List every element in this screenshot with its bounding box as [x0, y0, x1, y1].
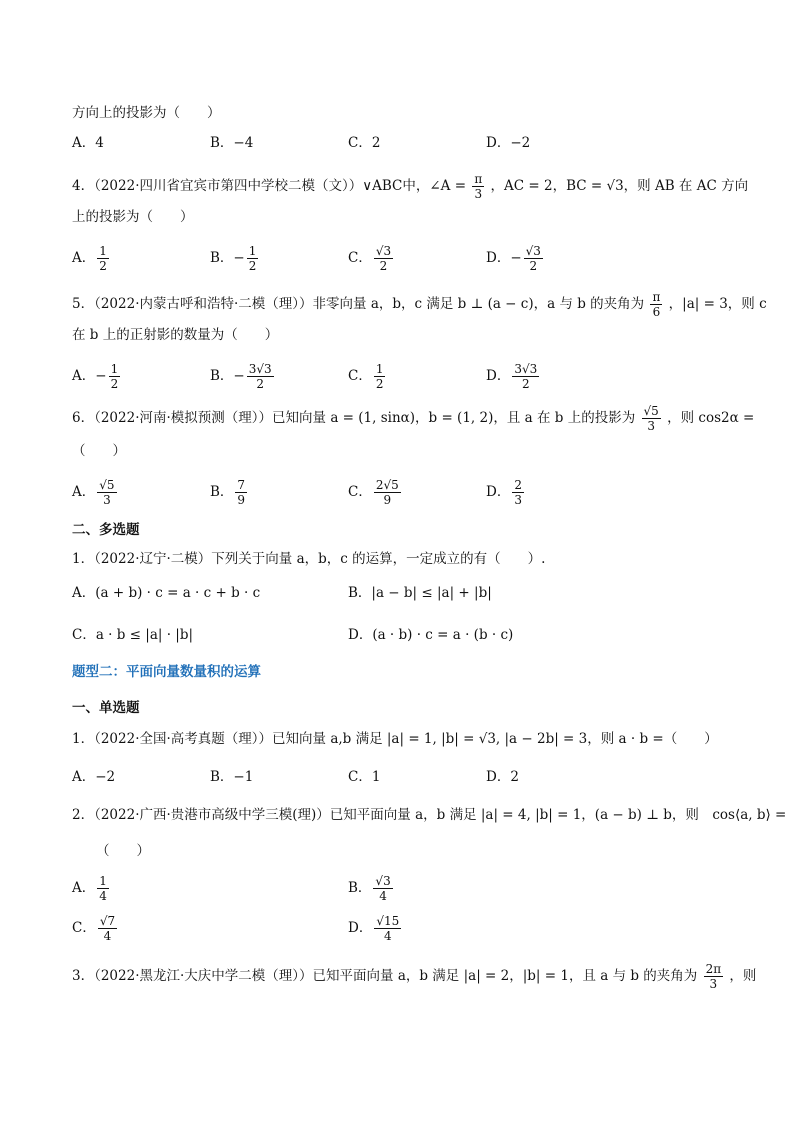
question-4: [72, 172, 748, 201]
option-c: C． $\frac{2√5}{9}$: [348, 478, 399, 507]
option-c: C．a · b ≤ |a| · |b|: [72, 627, 194, 643]
option-c: C．2: [348, 135, 381, 151]
option-a: A．−2: [72, 769, 116, 785]
multi-question-1: 1．（2022·辽宁·二模）下列关于向量 a，b，c 的运算，一定成立的有（ ）.: [72, 551, 546, 567]
option-b: B．− $\frac{1}{2}$: [210, 244, 257, 273]
text-line: （ ）: [72, 443, 126, 459]
option-d: D． $\frac{√15}{4}$: [348, 914, 400, 943]
option-a: A． $\frac{1}{2}$: [72, 244, 107, 273]
option-b: B．|a − b| ≤ |a| + |b|: [348, 585, 492, 601]
option-d: D． $\frac{3√3}{2}$: [486, 362, 538, 391]
question-6-text: 6．（2022·河南·模拟预测（理））已知向量 a = (1, sinα)，b = (1, 2)，且 a 在 b 上的投影为: [72, 410, 636, 426]
question-6: [72, 404, 754, 433]
text-line: （ ）: [96, 843, 150, 859]
text-line: 上的投影为（ ）: [72, 209, 194, 225]
section-heading: 一、单选题: [72, 700, 140, 716]
text-line: 方向上的投影为（ ）: [72, 105, 221, 121]
single-question-3-text-cont: ，则: [729, 968, 757, 984]
option-b: B． $\frac{7}{9}$: [210, 478, 246, 507]
option-b: B．−4: [210, 135, 254, 151]
question-5: [72, 290, 767, 319]
question-5-text: 5．（2022·内蒙古呼和浩特·二模（理））非零向量 a，b，c 满足 b ⊥ (a − c)，a 与 b 的夹角为: [72, 296, 645, 312]
option-b: B．−1: [210, 769, 254, 785]
option-a: A．− $\frac{1}{2}$: [72, 362, 119, 391]
option-d: D．2: [486, 769, 519, 785]
option-a: A．4: [72, 135, 104, 151]
option-d: D．−2: [486, 135, 531, 151]
option-b: B． $\frac{√3}{4}$: [348, 874, 391, 903]
section-heading: 二、多选题: [72, 522, 140, 538]
option-c: C． $\frac{1}{2}$: [348, 362, 384, 391]
fraction: $\frac{2\pi}{3}$: [705, 962, 722, 991]
option-a: A．(a + b) · c = a · c + b · c: [72, 585, 261, 601]
option-a: A． $\frac{√5}{3}$: [72, 478, 115, 507]
text-line: 在 b 上的正射影的数量为（ ）: [72, 327, 279, 343]
option-d: D．(a · b) · c = a · (b · c): [348, 627, 514, 643]
single-question-3-text: 3．（2022·黑龙江·大庆中学二模（理））已知平面向量 a，b 满足 |a| = 2，|b| = 1，且 a 与 b 的夹角为: [72, 968, 698, 984]
fraction: $\frac{√5}{3}$: [643, 404, 659, 433]
option-c: C． $\frac{√3}{2}$: [348, 244, 392, 273]
option-c: C．1: [348, 769, 381, 785]
option-b: B．− $\frac{3√3}{2}$: [210, 362, 272, 391]
single-question-2: 2．（2022·广西·贵港市高级中学三模(理)）已知平面向量 a，b 满足 |a| = 4, |b| = 1，(a − b) ⊥ b，则 cos⟨a, b⟩ =: [72, 807, 787, 823]
fraction: $\frac{\pi}{3}$: [474, 172, 483, 201]
type-heading: 题型二：平面向量数量积的运算: [72, 664, 261, 680]
option-c: C． $\frac{√7}{4}$: [72, 914, 116, 943]
question-4-text: 4．（2022·四川省宜宾市第四中学校二模（文））∨ABC中，∠A =: [72, 178, 467, 194]
option-d: D． $\frac{2}{3}$: [486, 478, 522, 507]
single-question-3: [72, 962, 756, 991]
single-question-1: 1．（2022·全国·高考真题（理））已知向量 a,b 满足 |a| = 1, |b| = √3, |a − 2b| = 3，则 a · b =（ ）: [72, 731, 718, 747]
option-d: D．− $\frac{√3}{2}$: [486, 244, 541, 273]
question-5-text-cont: ，|a| = 3，则 c: [668, 296, 767, 312]
question-4-text-cont: ，AC = 2，BC = √3，则 AB 在 AC 方向: [490, 178, 749, 194]
fraction: $\frac{\pi}{6}$: [652, 290, 661, 319]
option-a: A． $\frac{1}{4}$: [72, 874, 107, 903]
question-6-text-cont: ，则 cos2α =: [667, 410, 755, 426]
